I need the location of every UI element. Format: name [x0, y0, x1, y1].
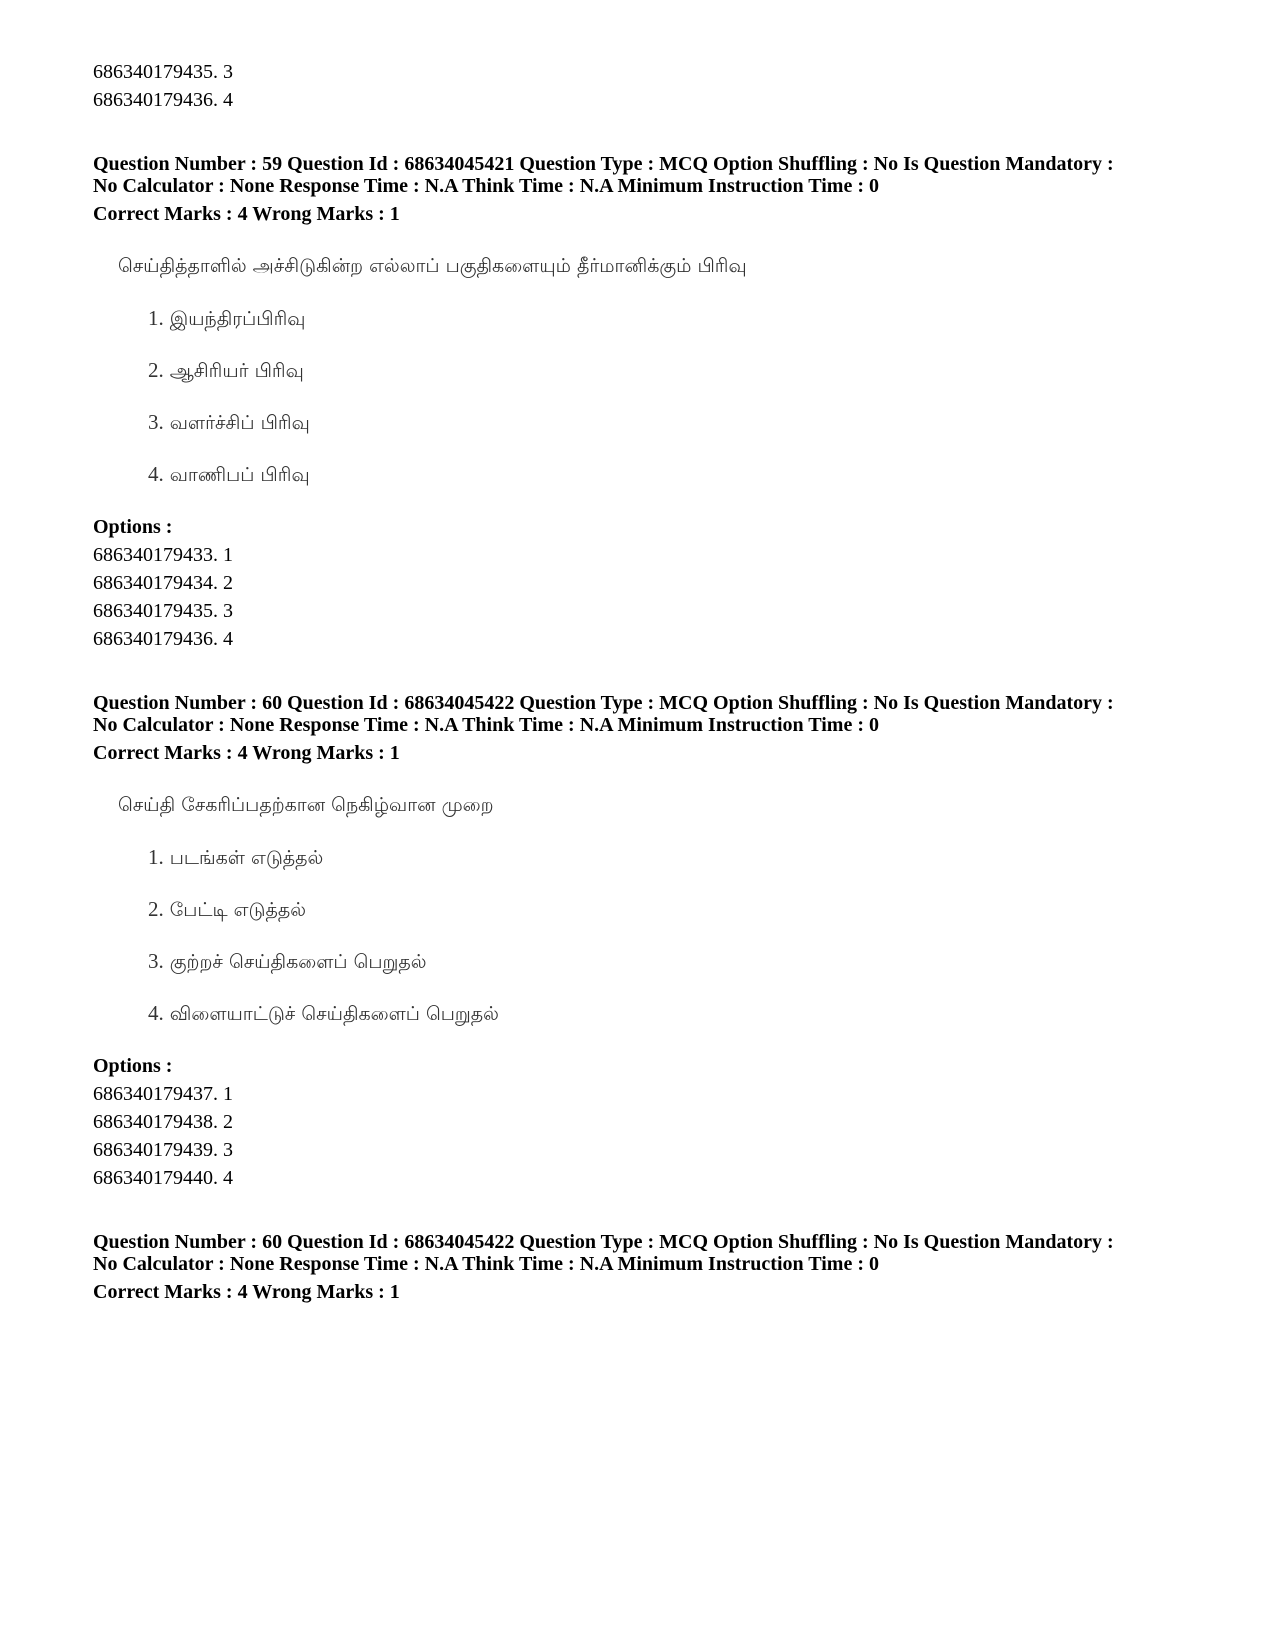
question-choice — [148, 460, 310, 489]
option-line: 686340179439. 3 — [93, 1139, 233, 1161]
question-text: செய்தி சேகரிப்பதற்கான நெகிழ்வான முறை — [118, 794, 494, 816]
choice-text: விளையாட்டுச் செய்திகளைப் பெறுதல் — [169, 1003, 499, 1025]
choice-text: ஆசிரியர் பிரிவு — [169, 360, 304, 382]
choice-number: 3. — [148, 949, 164, 973]
question-marks: Correct Marks : 4 Wrong Marks : 1 — [93, 1281, 400, 1303]
option-line: 686340179433. 1 — [93, 544, 233, 566]
option-line: 686340179436. 4 — [93, 89, 233, 111]
question-marks: Correct Marks : 4 Wrong Marks : 1 — [93, 742, 400, 764]
options-label: Options : — [93, 516, 173, 538]
choice-number: 1. — [148, 306, 164, 330]
question-choice — [148, 356, 304, 385]
question-text: செய்தித்தாளில் அச்சிடுகின்ற எல்லாப் பகுதிகளையும் தீர்மானிக்கும் பிரிவு — [118, 255, 747, 277]
choice-text: இயந்திரப்பிரிவு — [169, 308, 306, 330]
question-choice — [148, 843, 323, 872]
option-line: 686340179435. 3 — [93, 600, 233, 622]
question-header-line1: Question Number : 60 Question Id : 68634045422 Question Type : MCQ Option Shuffling : No Is Question Mandatory : — [93, 692, 1114, 714]
question-choice — [148, 947, 427, 976]
question-choice — [148, 408, 310, 437]
choice-text: வளர்ச்சிப் பிரிவு — [169, 412, 310, 434]
options-label: Options : — [93, 1055, 173, 1077]
choice-number: 1. — [148, 845, 164, 869]
question-choice — [148, 304, 305, 333]
question-marks: Correct Marks : 4 Wrong Marks : 1 — [93, 203, 400, 225]
choice-text: வாணிபப் பிரிவு — [169, 464, 310, 486]
choice-text: குற்றச் செய்திகளைப் பெறுதல் — [169, 951, 427, 973]
choice-number: 2. — [148, 358, 164, 382]
option-line: 686340179438. 2 — [93, 1111, 233, 1133]
option-line: 686340179435. 3 — [93, 61, 233, 83]
choice-number: 2. — [148, 897, 164, 921]
question-header-line2: No Calculator : None Response Time : N.A Think Time : N.A Minimum Instruction Time : 0 — [93, 175, 879, 197]
option-line: 686340179434. 2 — [93, 572, 233, 594]
choice-number: 3. — [148, 410, 164, 434]
choice-number: 4. — [148, 462, 164, 486]
question-choice — [148, 895, 306, 924]
choice-text: படங்கள் எடுத்தல் — [169, 847, 324, 869]
question-header-line2: No Calculator : None Response Time : N.A Think Time : N.A Minimum Instruction Time : 0 — [93, 714, 879, 736]
option-line: 686340179440. 4 — [93, 1167, 233, 1189]
option-line: 686340179436. 4 — [93, 628, 233, 650]
choice-text: பேட்டி எடுத்தல் — [169, 899, 306, 921]
question-choice — [148, 999, 499, 1028]
question-header-line1: Question Number : 59 Question Id : 68634045421 Question Type : MCQ Option Shuffling : No Is Question Mandatory : — [93, 153, 1114, 175]
choice-number: 4. — [148, 1001, 164, 1025]
question-header-line2: No Calculator : None Response Time : N.A Think Time : N.A Minimum Instruction Time : 0 — [93, 1253, 879, 1275]
question-header-line1: Question Number : 60 Question Id : 68634045422 Question Type : MCQ Option Shuffling : No Is Question Mandatory : — [93, 1231, 1114, 1253]
option-line: 686340179437. 1 — [93, 1083, 233, 1105]
